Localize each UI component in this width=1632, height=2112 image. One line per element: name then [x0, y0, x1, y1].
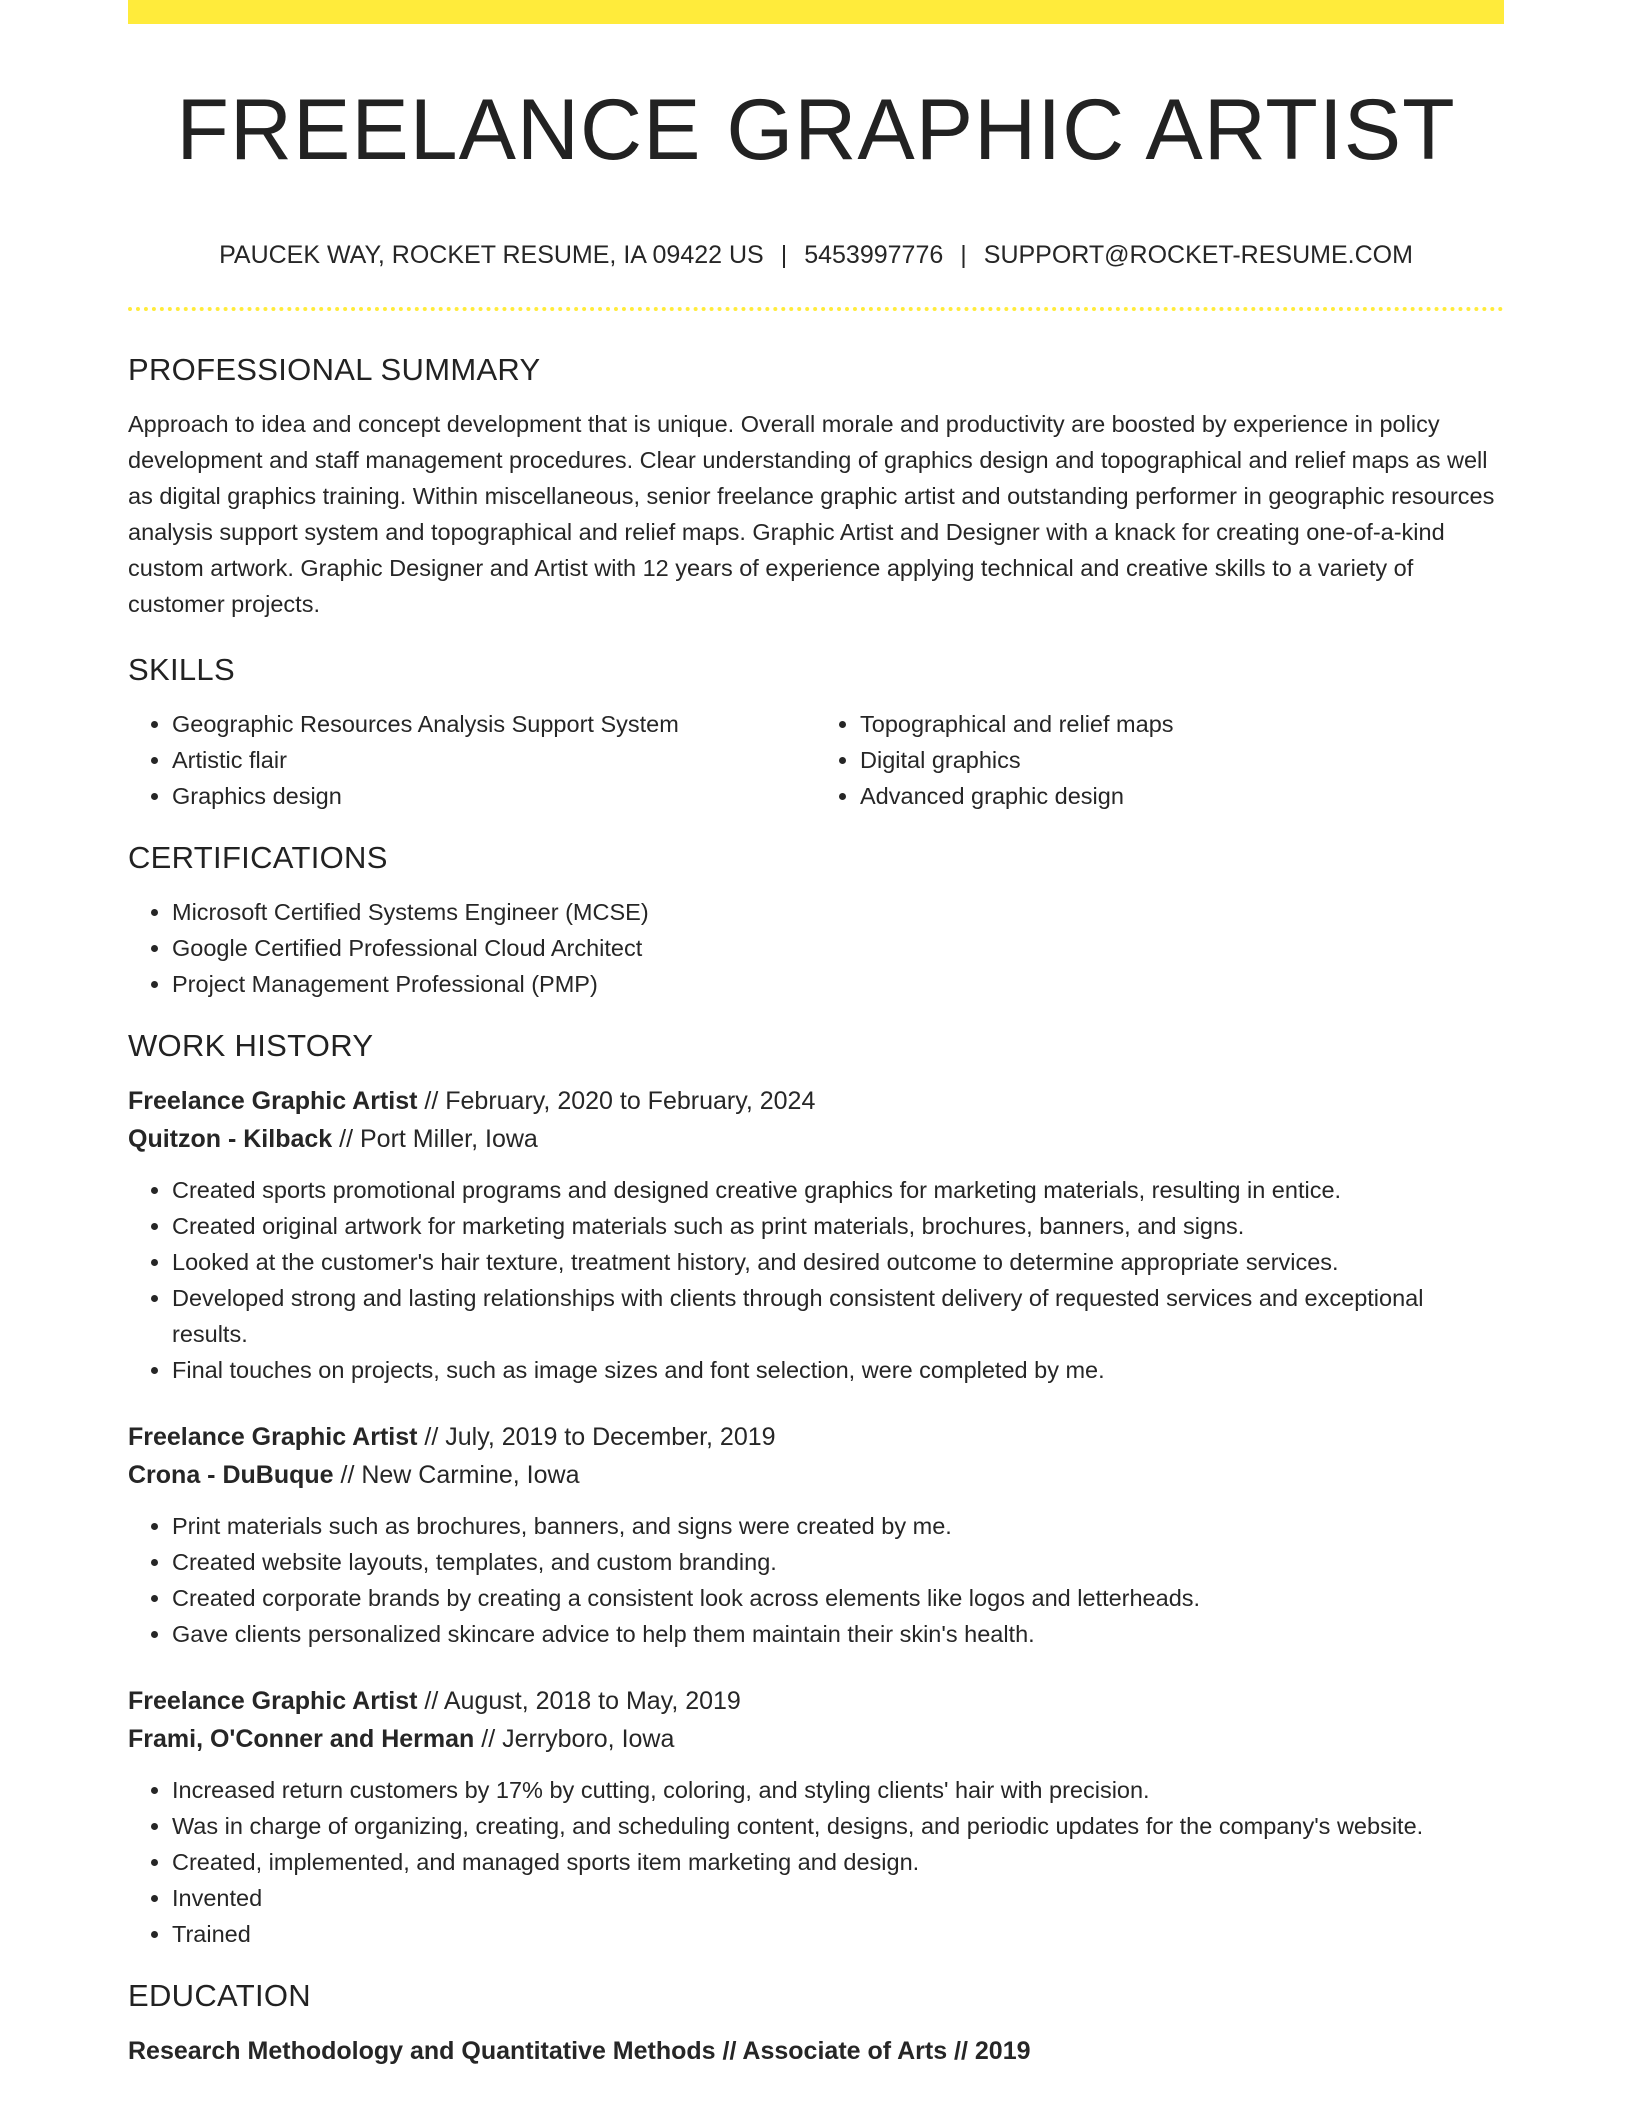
certification-item: • Microsoft Certified Systems Engineer (MCSE) — [172, 894, 1504, 930]
job-bullet: • Trained — [172, 1916, 1504, 1952]
summary-heading: PROFESSIONAL SUMMARY — [128, 352, 541, 387]
job-entry — [128, 1682, 1504, 1952]
job-bullets — [128, 1508, 1504, 1652]
job-bullets — [128, 1772, 1504, 1952]
certifications-list — [128, 894, 1504, 1002]
job-company: Quitzon - Kilback — [128, 1125, 333, 1153]
contact-line — [128, 238, 1504, 272]
skills-list-right — [816, 706, 1504, 814]
job-bullet: • Created website layouts, templates, and custom branding. — [172, 1544, 1504, 1580]
certification-item: • Google Certified Professional Cloud Architect — [172, 930, 1504, 966]
job-location: New Carmine, Iowa — [361, 1461, 580, 1489]
education-entry: Research Methodology and Quantitative Methods // Associate of Arts // 2019 — [128, 2037, 1031, 2065]
job-bullet: • Final touches on projects, such as image sizes and font selection, were completed by me. — [172, 1352, 1504, 1388]
education-section — [128, 1976, 1504, 2070]
job-bullet: • Developed strong and lasting relationships with clients through consistent delivery of requested services and exceptional results. — [172, 1280, 1504, 1352]
education-heading: EDUCATION — [128, 1978, 311, 2013]
job-bullet: • Increased return customers by 17% by cutting, coloring, and styling clients' hair with precision. — [172, 1772, 1504, 1808]
certifications-section — [128, 838, 1504, 1002]
job-entry — [128, 1418, 1504, 1652]
resume-title: FREELANCE GRAPHIC ARTIST — [176, 82, 1456, 178]
skills-section — [128, 650, 1504, 814]
job-bullets — [128, 1172, 1504, 1388]
job-bullet: • Created sports promotional programs and designed creative graphics for marketing materials, resulting in entice. — [172, 1172, 1504, 1208]
job-bullet: • Looked at the customer's hair texture, treatment history, and desired outcome to determine appropriate services. — [172, 1244, 1504, 1280]
job-bullet: • Gave clients personalized skincare advice to help them maintain their skin's health. — [172, 1616, 1504, 1652]
skills-list-left — [128, 706, 816, 814]
dotted-divider — [128, 307, 1504, 311]
skill-item: • Digital graphics — [860, 742, 1504, 778]
job-bullet: • Created corporate brands by creating a consistent look across elements like logos and letterheads. — [172, 1580, 1504, 1616]
summary-section — [128, 350, 1504, 622]
contact-address: PAUCEK WAY, ROCKET RESUME, IA 09422 US — [219, 241, 764, 269]
job-company-line — [128, 1720, 1504, 1758]
work-history-heading: WORK HISTORY — [128, 1028, 374, 1063]
job-bullet: • Was in charge of organizing, creating, and scheduling content, designs, and periodic updates for the company's website. — [172, 1808, 1504, 1844]
job-separator: // — [417, 1423, 446, 1451]
job-title: Freelance Graphic Artist — [128, 1687, 418, 1715]
contact-email: SUPPORT@ROCKET-RESUME.COM — [983, 241, 1413, 269]
job-company: Frami, O'Conner and Herman — [128, 1725, 475, 1753]
job-bullet: • Created, implemented, and managed sports item marketing and design. — [172, 1844, 1504, 1880]
contact-phone: 5453997776 — [804, 241, 944, 269]
certification-item: • Project Management Professional (PMP) — [172, 966, 1504, 1002]
job-company-line — [128, 1456, 1504, 1494]
job-separator: // — [333, 1461, 362, 1489]
accent-top-bar — [128, 0, 1504, 24]
skill-item: • Geographic Resources Analysis Support System — [172, 706, 816, 742]
job-company-line — [128, 1120, 1504, 1158]
job-dates: August, 2018 to May, 2019 — [443, 1687, 741, 1715]
job-entry — [128, 1082, 1504, 1388]
job-bullet: • Created original artwork for marketing materials such as print materials, brochures, banners, and signs. — [172, 1208, 1504, 1244]
job-title-line — [128, 1082, 1504, 1120]
summary-text: Approach to idea and concept development that is unique. Overall morale and productivity are boosted by experience in policy development and staff management procedures. Clear understanding of graphics design and topographical and relief maps as well as digital graphics training. Within miscellaneous, senior freelance graphic artist and outstanding performer in geographic resources analysis support system and topographical and relief maps. Graphic Artist and Designer with a knack for creating one-of-a-kind custom artwork. Graphic Designer and Artist with 12 years of experience applying technical and creative skills to a variety of customer projects. — [128, 411, 1495, 617]
job-dates: February, 2020 to February, 2024 — [445, 1087, 816, 1115]
skill-item: • Graphics design — [172, 778, 816, 814]
skills-heading: SKILLS — [128, 652, 235, 687]
job-title: Freelance Graphic Artist — [128, 1423, 418, 1451]
job-bullet: • Invented — [172, 1880, 1504, 1916]
certifications-heading: CERTIFICATIONS — [128, 840, 388, 875]
skill-item: • Artistic flair — [172, 742, 816, 778]
skill-item: • Topographical and relief maps — [860, 706, 1504, 742]
job-separator: // — [417, 1687, 444, 1715]
skills-columns — [128, 706, 1504, 814]
resume-content — [128, 350, 1504, 2070]
job-separator: // — [332, 1125, 360, 1153]
job-separator: // — [417, 1087, 446, 1115]
job-dates: July, 2019 to December, 2019 — [445, 1423, 776, 1451]
job-bullet: • Print materials such as brochures, banners, and signs were created by me. — [172, 1508, 1504, 1544]
job-location: Jerryboro, Iowa — [502, 1725, 675, 1753]
job-title-line — [128, 1682, 1504, 1720]
job-location: Port Miller, Iowa — [359, 1125, 538, 1153]
job-company: Crona - DuBuque — [128, 1461, 334, 1489]
job-separator: // — [474, 1725, 503, 1753]
job-title: Freelance Graphic Artist — [128, 1087, 418, 1115]
skill-item: • Advanced graphic design — [860, 778, 1504, 814]
job-title-line — [128, 1418, 1504, 1456]
work-history-section — [128, 1026, 1504, 1952]
contact-separator: | — [960, 241, 967, 269]
contact-separator: | — [780, 241, 788, 269]
